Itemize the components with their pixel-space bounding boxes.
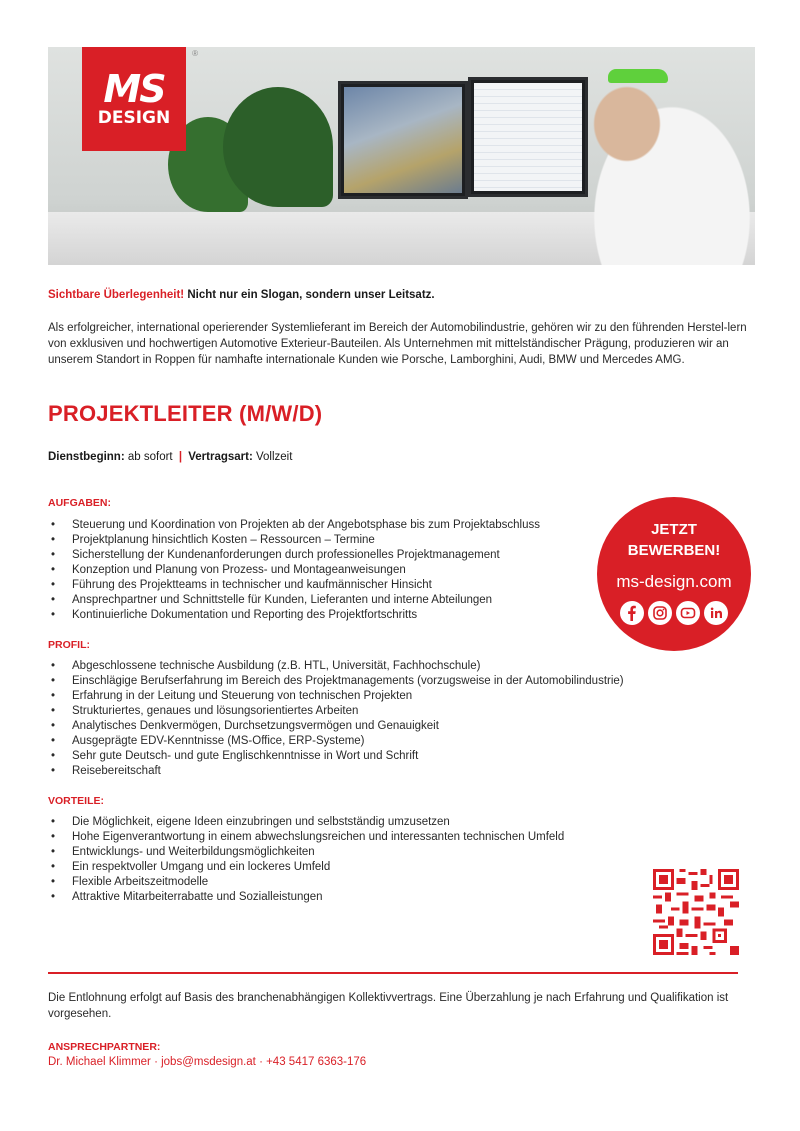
list-item: • Konzeption und Planung von Prozess- und Montageanweisungen <box>48 563 540 578</box>
job-title: PROJEKTLEITER (M/W/D) <box>48 401 323 426</box>
engineer-person <box>573 77 753 265</box>
ms-design-logo <box>82 47 198 151</box>
apply-text <box>597 519 751 561</box>
slogan <box>48 289 435 301</box>
list-item: • Projektplanung hinsichtlich Kosten – Ressourcen – Termine <box>48 533 540 548</box>
apply-now-badge[interactable] <box>597 497 751 651</box>
list-item: • Flexible Arbeitszeitmodelle <box>48 875 564 890</box>
start-value: ab sofort <box>124 451 176 463</box>
list-item: • Steuerung und Koordination von Projekten ab der Angebotsphase bis zum Projektabschluss <box>48 518 540 533</box>
list-item: • Erfahrung in der Leitung und Steuerung von technischen Projekten <box>48 689 624 704</box>
plant-decoration <box>223 87 333 207</box>
list-vorteile <box>48 815 564 905</box>
logo-ms-text: MS <box>103 67 165 111</box>
youtube-icon[interactable] <box>676 601 700 625</box>
contract-label: Vertragsart: <box>185 451 253 463</box>
list-item: • Abgeschlossene technische Ausbildung (z.B. HTL, Universität, Fachhochschule) <box>48 659 624 674</box>
apply-line2: BEWERBEN! <box>627 542 721 559</box>
list-item: • Analytisches Denkvermögen, Durchsetzungsvermögen und Genauigkeit <box>48 719 624 734</box>
divider-line <box>48 972 738 974</box>
registered-mark: ® <box>192 49 198 58</box>
slogan-highlight: Sichtbare Überlegenheit! <box>48 289 185 301</box>
list-item: • Reisebereitschaft <box>48 764 624 779</box>
section-heading-profil: PROFIL: <box>48 639 90 651</box>
monitor-spreadsheet <box>468 77 588 197</box>
apply-line1: JETZT <box>651 521 697 538</box>
list-item: • Ansprechpartner und Schnittstelle für Kunden, Lieferanten und interne Abteilungen <box>48 593 540 608</box>
list-item: • Attraktive Mitarbeiterrabatte und Sozialleistungen <box>48 890 564 905</box>
list-item: • Sehr gute Deutsch- und gute Englischkenntnisse in Wort und Schrift <box>48 749 624 764</box>
instagram-icon[interactable] <box>648 601 672 625</box>
start-label: Dienstbeginn: <box>48 451 125 463</box>
company-intro: Als erfolgreicher, international operierender Systemlieferant im Bereich der Automobilindustrie, gehören wir zu den führenden Herstel-lern von exklusiven und hochwertigen Automotive Exterieur-Bauteilen. Als Unternehmen mit mittelständischer Prägung, produzieren wir an unserem Standort in Roppen für namhafte internationale Kunden wie Porsche, Lamborghini, Audi, BMW und Mercedes AMG. <box>48 322 747 366</box>
qr-code[interactable] <box>652 869 740 955</box>
list-item: • Einschlägige Berufserfahrung im Bereich des Projektmanagements (vorzugsweise in der Automobilindustrie) <box>48 674 624 689</box>
section-heading-vorteile: VORTEILE: <box>48 795 105 807</box>
list-item: • Ein respektvoller Umgang und ein lockeres Umfeld <box>48 860 564 875</box>
list-item: • Kontinuierliche Dokumentation und Reporting des Projektfortschritts <box>48 608 540 623</box>
list-aufgaben <box>48 518 540 623</box>
facebook-icon[interactable] <box>620 601 644 625</box>
linkedin-icon[interactable] <box>704 601 728 625</box>
contact-line[interactable]: Dr. Michael Klimmer · jobs@msdesign.at · +43 5417 6363-176 <box>48 1056 367 1068</box>
job-meta <box>48 451 292 463</box>
list-item: • Die Möglichkeit, eigene Ideen einzubringen und selbstständig umzusetzen <box>48 815 564 830</box>
meta-separator: | <box>178 451 183 463</box>
list-item: • Sicherstellung der Kundenanforderungen durch professionelles Projektmanagement <box>48 548 540 563</box>
contact-heading: ANSPRECHPARTNER: <box>48 1041 161 1053</box>
list-item: • Entwicklungs- und Weiterbildungsmöglichkeiten <box>48 845 564 860</box>
social-icons <box>597 601 751 625</box>
payment-info: Die Entlohnung erfolgt auf Basis des branchenabhängigen Kollektivvertrags. Eine Überzahlung je nach Erfahrung und Qualifikation ist vorgesehen. <box>48 992 729 1020</box>
list-item: • Strukturiertes, genaues und lösungsorientiertes Arbeiten <box>48 704 624 719</box>
list-item: • Hohe Eigenverantwortung in einem abwechslungsreichen und interessanten technischen Umfeld <box>48 830 564 845</box>
slogan-rest: Nicht nur ein Slogan, sondern unser Leitsatz. <box>184 289 435 301</box>
logo-design-text: DESIGN <box>97 108 171 128</box>
list-profil <box>48 659 624 779</box>
section-heading-aufgaben: AUFGABEN: <box>48 497 111 509</box>
website-link[interactable]: ms-design.com <box>616 572 732 591</box>
list-item: • Ausgeprägte EDV-Kenntnisse (MS-Office, ERP-Systeme) <box>48 734 624 749</box>
list-item: • Führung des Projektteams in technischer und kaufmännischer Hinsicht <box>48 578 540 593</box>
contract-value: Vollzeit <box>252 451 293 463</box>
monitor-cad <box>338 81 468 199</box>
